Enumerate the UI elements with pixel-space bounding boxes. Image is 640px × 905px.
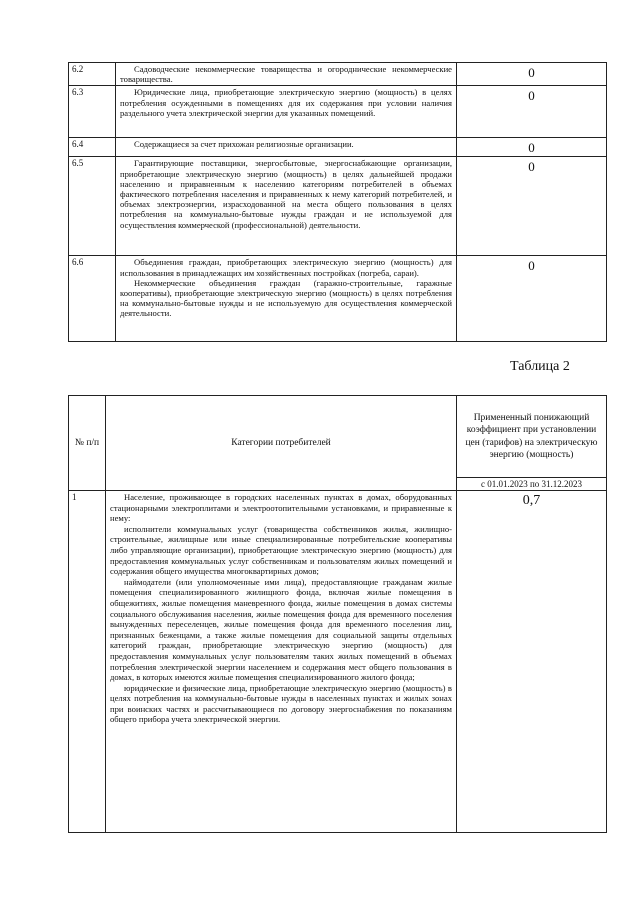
category-paragraph: Юридические лица, приобретающие электрическую энергию (мощность) в целях потребления осужденными в помещениях для их содержания при условии наличия раздельного учета электрической энергии для указанных помещений. [120,87,452,118]
row-number: 6.3 [69,86,116,138]
row-number: 6.4 [69,138,116,157]
row-coefficient: 0 [457,157,607,256]
category-paragraph: юридические и физические лица, приобретающие электрическую энергию (мощность) в целях потребления на коммунально-бытовые нужды в населенных пунктах и жилых зонах при воинских частях и рассчитывающиеся по договору энергоснабжения по показаниям общего прибора учета электрической энергии. [110,682,452,725]
row-category [116,86,457,138]
category-paragraph: Объединения граждан, приобретающих электрическую энергию (мощность) для использования в принадлежащих им хозяйственных постройках (погреба, сараи). [120,257,452,278]
header-number: № п/п [69,396,106,491]
table-row [69,157,607,256]
row-category [106,491,457,833]
category-paragraph: Садоводческие некоммерческие товарищества и огороднические некоммерческие товарищества. [120,64,452,85]
table-row [69,138,607,157]
consumer-coefficient-table [68,395,607,833]
table-row [69,63,607,86]
table-header-row [69,396,607,478]
row-category [116,63,457,86]
row-coefficient: 0 [457,86,607,138]
consumer-table-continued [68,62,607,342]
row-number: 6.5 [69,157,116,256]
row-category [116,138,457,157]
row-number: 1 [69,491,106,833]
row-coefficient: 0 [457,138,607,157]
category-paragraph: Гарантирующие поставщики, энергосбытовые, энергоснабжающие организации, приобретающие электрическую энергию (мощность) в целях дальнейшей продажи населению и приравненным к населению категориям потребителей в объемах фактического потребления населения и приравненных к нему категорий потребителей, и объемах электроэнергии, израсходованной на места общего пользования в целях потребления на коммунально-бытовые нужды граждан и не используемой для осуществления коммерческой (профессиональной) деятельности. [120,158,452,230]
table-row [69,86,607,138]
table-row [69,256,607,342]
row-category [116,157,457,256]
row-coefficient: 0,7 [457,491,607,833]
category-paragraph: наймодатели (или уполномоченные ими лица), предоставляющие гражданам жилые помещения специализированного жилищного фонда, включая жилые помещения в общежитиях, жилые помещения маневренного фонда, жилые помещения в домах системы социального обслуживания населения, жилые помещения фонда для временного поселения вынужденных переселенцев, жилые помещения фонда для временного поселения лиц, признанных беженцами, а также жилые помещения для социальной защиты отдельных категорий граждан, приобретающие электрическую энергию (мощность) для предоставления коммунальных услуг пользователям таких жилых помещений в объемах потребления электрической энергии населением и содержания мест общего пользования в домах, в которых имеются жилые помещения специализированного жилого фонда; [110,576,452,683]
row-coefficient: 0 [457,63,607,86]
category-paragraph: Некоммерческие объединения граждан (гаражно-строительные, гаражные кооперативы), приобретающие электрическую энергию (мощность) в целях потребления на коммунально-бытовые нужды и не используемую для осуществления коммерческой деятельности. [120,277,452,319]
row-coefficient: 0 [457,256,607,342]
category-paragraph: Население, проживающее в городских населенных пунктах в домах, оборудованных стационарными электроплитами и электроотопительными установками, и приравненные к нему: [110,492,452,524]
table-caption: Таблица 2 [510,359,570,374]
header-category: Категории потребителей [106,396,457,491]
table-row [69,491,607,833]
row-category [116,256,457,342]
header-coefficient: Примененный понижающий коэффициент при установлении цен (тарифов) на электрическую энергию (мощность) [457,396,607,478]
row-number: 6.6 [69,256,116,342]
category-paragraph: исполнители коммунальных услуг (товарищества собственников жилья, жилищно-строительные, жилищные или иные специализированные потребительские кооперативы либо управляющие организации), приобретающие электрическую энергию (мощность) для предоставления коммунальных услуг собственникам и пользователям жилых помещений и содержания общего имущества многоквартирных домов; [110,523,452,577]
header-period: с 01.01.2023 по 31.12.2023 [457,478,607,491]
category-paragraph: Содержащиеся за счет прихожан религиозные организации. [134,139,354,150]
row-number: 6.2 [69,63,116,86]
